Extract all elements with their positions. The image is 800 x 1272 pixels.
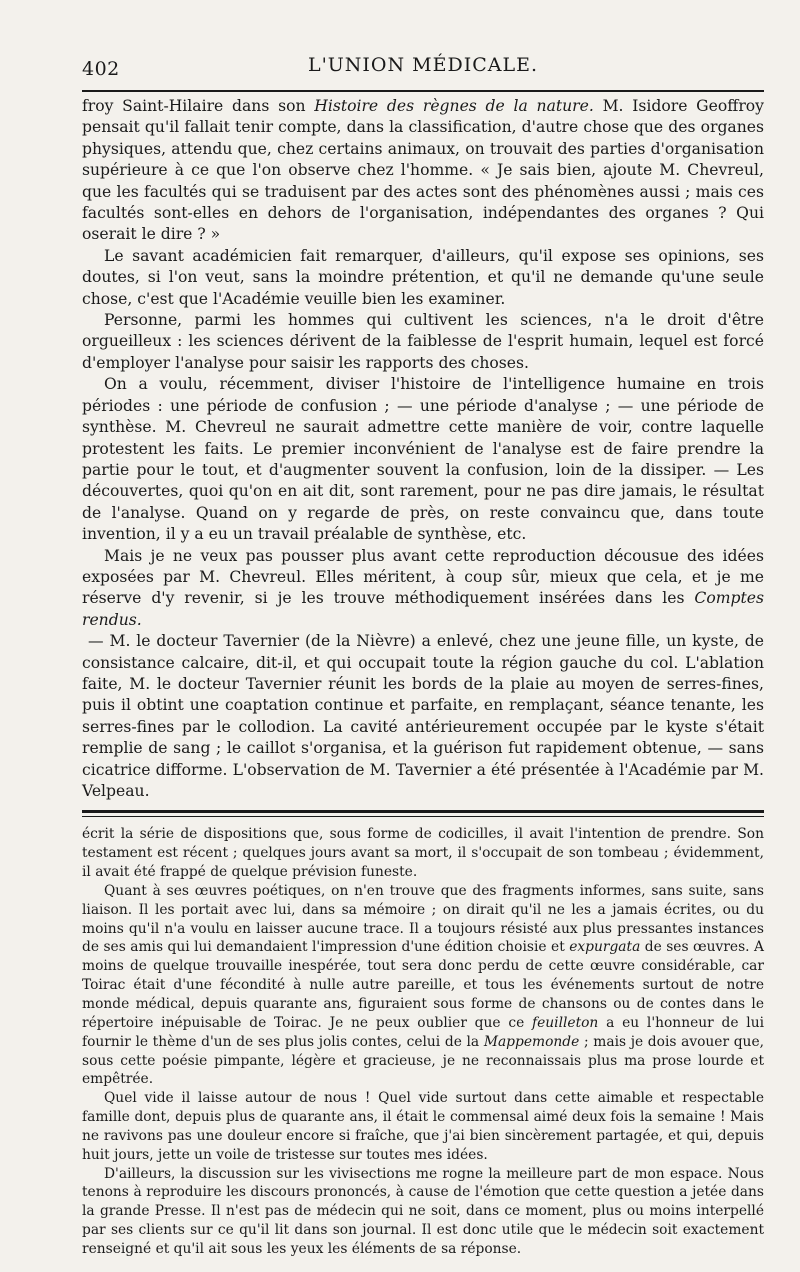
text-run: ; mais je dois avouer que, sous cette poésie pimpante, légère et gracieuse, je ne reconnaissais plus ma prose lourde et empêtrée. <box>82 1033 764 1088</box>
text-run: M. Isidore Geoffroy pensait qu'il fallait tenir compte, dans la classification, d'autre chose que des organes physiques, attendu que, chez certains animaux, on trouvait des parties d'organisation supérieure à ce que l'on observe chez l'homme. « Je sais bien, ajoute M. Chevreul, que les facultés qui se traduisent par des actes sont des phénomènes aussi ; mais ces facultés sont-elles en dehors de l'organisation, indépendantes des organes ? Qui oserait le dire ? » <box>82 97 764 244</box>
feuilleton-section <box>82 825 764 1258</box>
book-title: Histoire des règnes de la nature. <box>314 97 594 115</box>
italic-term: Mappemonde <box>483 1033 580 1050</box>
paragraph: D'ailleurs, la discussion sur les vivisections me rogne la meilleure part de mon espace. Nous tenons à reproduire les discours prononcés, à cause de l'émotion que cette question a jetée dans la grande Presse. Il n'est pas de médecin qui ne soit, dans ce moment, plus ou moins interpellé par ses clients sur ce qu'il lit dans son journal. Il est donc utile que le médecin soit exactement renseigné et qu'il ait sous les yeux les éléments de sa réponse. <box>82 1165 764 1257</box>
paragraph: Quel vide il laisse autour de nous ! Quel vide surtout dans cette aimable et respectable famille dont, depuis plus de quarante ans, il était le commensal aimé deux fois la semaine ! Mais ne ravivons pas une douleur encore si fraîche, que j'ai bien sincèrement partagée, et qui, depuis huit jours, jette un voile de tristesse sur toutes mes idées. <box>82 1090 764 1163</box>
text-run: Quant à ses œuvres poétiques, on n'en trouve que des fragments informes, sans suite, sans liaison. Il les portait avec lui, dans sa mémoire ; on dirait qu'il ne les a jamais écrites, ou du moins qu'il n'a voulu en laisser aucune trace. Il a toujours résisté aux plus pressantes instances de ses amis qui lui demandaient l'impression d'une édition choisie et <box>82 882 764 956</box>
paragraph <box>82 546 764 632</box>
paragraph: écrit la série de dispositions que, sous forme de codicilles, il avait l'intention de prendre. Son testament est récent ; quelques jours avant sa mort, il s'occupait de son tombeau ; évidemment, il avait été frappé de quelque prévision funeste. <box>82 826 764 881</box>
italic-term: feuilleton <box>532 1014 599 1031</box>
feuilleton-separator <box>82 810 764 817</box>
italic-term: expurgata <box>569 939 641 956</box>
paragraph: — M. le docteur Tavernier (de la Nièvre) a enlevé, chez une jeune fille, un kyste, de consistance calcaire, dit-il, et qui occupait toute la région gauche du col. L'ablation faite, M. le docteur Tavernier réunit les bords de la plaie au moyen de serres-fines, puis il obtint une coaptation continue et parfaite, en remplaçant, séance tenante, les serres-fines par le collodion. La cavité antérieurement occupée par le kyste s'était remplie de sang ; le caillot s'organisa, et la guérison fut rapidement obtenue, — sans cicatrice difforme. L'observation de M. Tavernier a été présentée à l'Académie par M. Velpeau. <box>82 632 764 800</box>
paragraph: Le savant académicien fait remarquer, d'ailleurs, qu'il expose ses opinions, ses doutes, si l'on veut, sans la moindre prétention, et qu'il ne demande qu'une seule chose, c'est que l'Académie veuille bien les examiner. <box>82 246 764 308</box>
page-number: 402 <box>82 58 120 80</box>
text-run: Mais je ne veux pas pousser plus avant cette reproduction décousue des idées exposées par M. Chevreul. Elles méritent, à coup sûr, mieux que cela, et je me réserve d'y revenir, si je les trouve méthodiquement insérées dans les <box>82 546 764 608</box>
journal-title: L'UNION MÉDICALE. <box>307 54 539 76</box>
text-run: froy Saint-Hilaire dans son <box>82 97 315 115</box>
paragraph: On a voulu, récemment, diviser l'histoire de l'intelligence humaine en trois périodes : une période de confusion ; — une période d'analyse ; — une période de synthèse. M. Chevreul ne saurait admettre cette manière de voir, contre laquelle protestent les faits. Le premier inconvénient de l'analyse est de faire prendre la partie pour le tout, et d'augmenter souvent la confusion, loin de la dissiper. — Les découvertes, quoi qu'on en ait dit, sont rarement, pour ne pas dire jamais, le résultat de l'analyse. Quand on y regarde de près, on reste convaincu que, dans toute invention, il y a eu un travail préalable de synthèse, etc. <box>82 375 764 544</box>
paragraph: Personne, parmi les hommes qui cultivent les sciences, n'a le droit d'être orgueilleux : les sciences dérivent de la faiblesse de l'esprit humain, lequel est forcé d'employer l'analyse pour saisir les rapports des choses. <box>82 311 764 372</box>
text-run: a eu l'honneur de lui fournir le thème d'un de ses plus jolis contes, celui de la <box>82 1014 764 1050</box>
publication-title: Comptes rendus. <box>82 589 764 629</box>
paragraph <box>82 96 764 246</box>
text-run: de ses œuvres. A moins de quelque trouvaille inespérée, tout sera donc perdu de cette œuvre considérable, car Toirac était d'une fécondité à nulle autre pareille, et tous les événements surtout de notre monde médical, depuis quarante ans, figuraient sous forme de chansons ou de contes dans le répertoire inépuisable de Toirac. Je ne peux oublier que ce <box>82 939 764 1031</box>
running-head <box>82 40 764 92</box>
paragraph <box>82 882 764 1089</box>
main-article <box>82 96 764 802</box>
